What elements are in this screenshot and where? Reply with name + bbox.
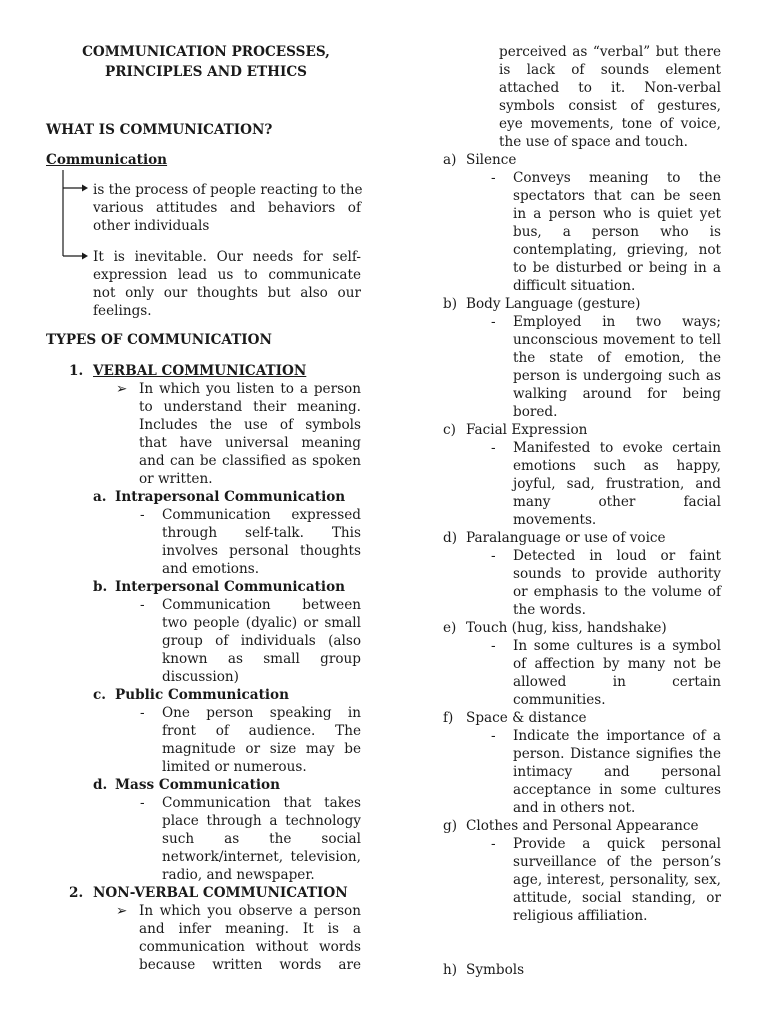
- item-letter-f: f): [443, 710, 454, 726]
- item-heading-facial-expression: Facial Expression: [466, 422, 588, 438]
- verbal-number: 1.: [69, 363, 84, 379]
- subtype-heading-mass: Mass Communication: [115, 777, 280, 793]
- item-text-touch: In some cultures is a symbol of affection by many not be allowed in certain communities.: [513, 638, 721, 708]
- item-heading-symbols: Symbols: [466, 962, 525, 978]
- subtype-heading-intrapersonal: Intrapersonal Communication: [115, 489, 346, 505]
- item-heading-touch: Touch (hug, kiss, handshake): [466, 620, 667, 636]
- item-dash: -: [491, 440, 496, 456]
- subtype-text-intrapersonal: Communication expressed through self-talk. This involves personal thoughts and emotions.: [162, 507, 361, 577]
- item-text-facial-expression: Manifested to evoke certain emotions such as happy, joyful, sad, frustration, and many other facial movements.: [513, 440, 721, 528]
- title-line-2: PRINCIPLES AND ETHICS: [105, 64, 307, 80]
- nonverbal-number: 2.: [69, 885, 84, 901]
- item-letter-h: h): [443, 962, 458, 978]
- subtype-dash: -: [140, 507, 145, 523]
- item-dash: -: [491, 836, 496, 852]
- subtype-dash: -: [140, 705, 145, 721]
- nonverbal-bullet: ➢: [116, 903, 128, 919]
- subtype-dash: -: [140, 795, 145, 811]
- item-text-body-language: Employed in two ways; unconscious movement to tell the state of emotion, the person is undergoing such as walking around for being bored.: [513, 314, 721, 420]
- item-letter-d: d): [443, 530, 458, 546]
- subtype-letter-d: d.: [93, 777, 108, 793]
- title-line-1: COMMUNICATION PROCESSES,: [82, 44, 330, 60]
- subtype-letter-a: a.: [93, 489, 107, 505]
- subtype-text-mass: Communication that takes place through a technology such as the social network/internet, television, radio, and newspaper.: [162, 795, 361, 883]
- subtype-heading-interpersonal: Interpersonal Communication: [115, 579, 346, 595]
- item-text-silence: Conveys meaning to the spectators that can be seen in a person who is quiet yet bus, a person who is contemplating, grieving, not to be disturbed or being in a difficult situation.: [513, 170, 721, 294]
- item-letter-b: b): [443, 296, 458, 312]
- item-dash: -: [491, 548, 496, 564]
- item-text-clothes: Provide a quick personal surveillance of the person’s age, interest, personality, sex, attitude, social standing, or religious affiliation.: [513, 836, 721, 924]
- subtype-text-public: One person speaking in front of audience. The magnitude or size may be limited or numerous.: [162, 705, 361, 775]
- types-heading: TYPES OF COMMUNICATION: [46, 332, 272, 348]
- document-title: [46, 42, 366, 82]
- item-heading-silence: Silence: [466, 152, 517, 168]
- nonverbal-continued-text: perceived as “verbal” but there is lack of sounds element attached to it. Non-verbal symbols consist of gestures, eye movements, tone of voice, the use of space and touch.: [499, 44, 721, 150]
- item-dash: -: [491, 728, 496, 744]
- item-heading-clothes: Clothes and Personal Appearance: [466, 818, 699, 834]
- nonverbal-text: In which you observe a person and infer meaning. It is a communication without words because written words are: [139, 903, 361, 973]
- item-text-space-distance: Indicate the importance of a person. Distance signifies the intimacy and personal acceptance in some cultures and in others not.: [513, 728, 721, 816]
- what-heading: WHAT IS COMMUNICATION?: [46, 122, 273, 138]
- subtype-letter-b: b.: [93, 579, 108, 595]
- subtype-text-interpersonal: Communication between two people (dyalic) or small group of individuals (also known as small group discussion): [162, 597, 361, 685]
- inevitable-text: It is inevitable. Our needs for self- expression lead us to communicate not only our thoughts but also our feelings.: [93, 249, 361, 319]
- subtype-letter-c: c.: [93, 687, 107, 703]
- item-heading-body-language: Body Language (gesture): [466, 296, 641, 312]
- communication-label: Communication: [46, 152, 168, 168]
- subtype-dash: -: [140, 597, 145, 613]
- subtype-heading-public: Public Communication: [115, 687, 290, 703]
- item-dash: -: [491, 638, 496, 654]
- item-letter-g: g): [443, 818, 458, 834]
- item-letter-e: e): [443, 620, 457, 636]
- verbal-text: In which you listen to a person to understand their meaning. Includes the use of symbols that have universal meaning and can be classified as spoken or written.: [139, 381, 361, 487]
- item-heading-space-distance: Space & distance: [466, 710, 587, 726]
- verbal-bullet: ➢: [116, 381, 128, 397]
- item-letter-c: c): [443, 422, 456, 438]
- nonverbal-heading: NON-VERBAL COMMUNICATION: [93, 885, 348, 901]
- verbal-heading: VERBAL COMMUNICATION: [93, 363, 307, 379]
- item-text-paralanguage: Detected in loud or faint sounds to provide authority or emphasis to the volume of the words.: [513, 548, 721, 618]
- item-dash: -: [491, 314, 496, 330]
- item-letter-a: a): [443, 152, 457, 168]
- definition-text: is the process of people reacting to the various attitudes and behaviors of other individuals: [93, 182, 363, 234]
- item-dash: -: [491, 170, 496, 186]
- item-heading-paralanguage: Paralanguage or use of voice: [466, 530, 666, 546]
